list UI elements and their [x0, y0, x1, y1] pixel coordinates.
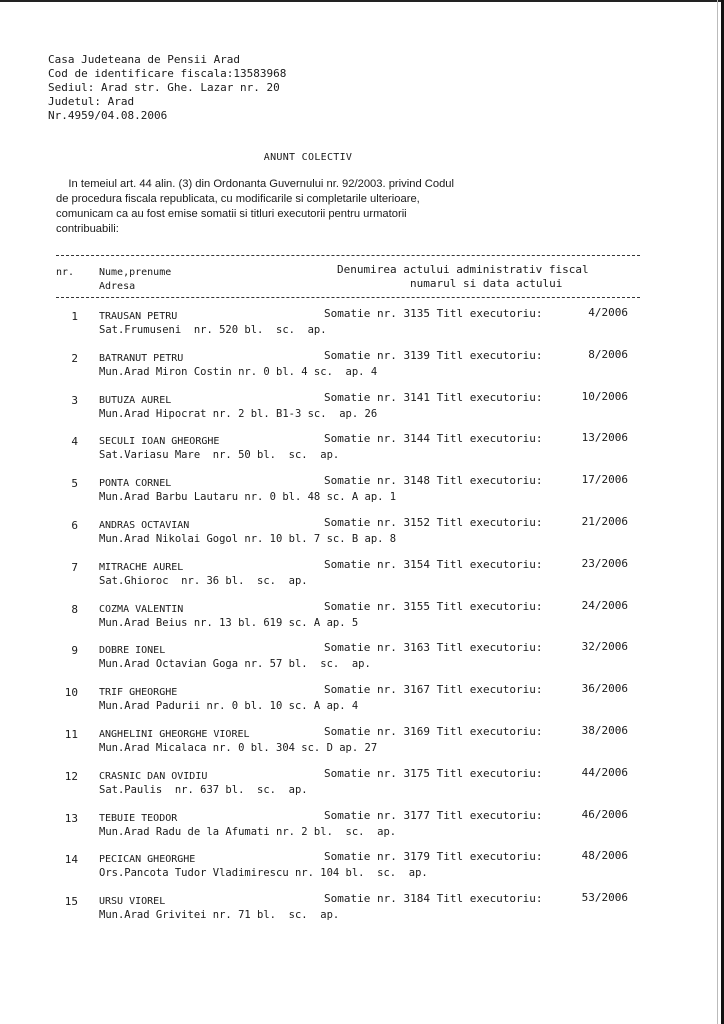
- contributor-address: Sat.Paulis nr. 637 bl. sc. ap.: [99, 783, 308, 796]
- table-row: [0, 849, 724, 895]
- act-number: 10/2006: [581, 389, 628, 403]
- contributor-address: Mun.Arad Barbu Lautaru nr. 0 bl. 48 sc. A ap. 1: [99, 491, 397, 504]
- column-header-act-sub: numarul si data actului: [410, 277, 563, 290]
- table-row: [0, 891, 724, 937]
- contributor-address: Mun.Arad Nikolai Gogol nr. 10 bl. 7 sc. B ap. 8: [99, 533, 397, 545]
- contributor-address: Sat.Ghioroc nr. 36 bl. sc. ap.: [99, 574, 308, 587]
- act-number: 46/2006: [581, 807, 628, 821]
- row-number: 8: [71, 602, 78, 616]
- row-number: 4: [71, 435, 78, 449]
- contributor-name: BATRANUT PETRU: [99, 352, 184, 364]
- act-number: 53/2006: [581, 891, 628, 905]
- scan-edge-top: [0, 0, 724, 2]
- column-header-act: Denumirea actului administrativ fiscal: [337, 263, 589, 276]
- intro-line-3: comunicam ca au fost emise somatii si titluri executorii pentru urmatorii: [56, 208, 407, 220]
- table-row: [0, 347, 724, 394]
- document-number: Nr.4959/04.08.2006: [48, 109, 168, 122]
- act-description: Somatie nr. 3175 Titl executoriu:: [324, 766, 543, 780]
- act-number: 17/2006: [581, 473, 628, 487]
- table-row: [0, 807, 724, 854]
- contributor-name: BUTUZA AUREL: [99, 394, 172, 406]
- table-top-rule: [56, 255, 640, 256]
- act-description: Somatie nr. 3141 Titl executoriu:: [324, 390, 543, 404]
- contributor-address: Sat.Variasu Mare nr. 50 bl. sc. ap.: [99, 449, 340, 462]
- contributor-name: TRAUSAN PETRU: [99, 311, 178, 322]
- intro-line-1: In temeiul art. 44 alin. (3) din Ordonanta Guvernului nr. 92/2003. privind Codul: [56, 178, 455, 190]
- act-description: Somatie nr. 3177 Titl executoriu:: [324, 808, 543, 822]
- table-row: [0, 431, 724, 477]
- row-number: 3: [71, 393, 78, 407]
- contributor-name: PECICAN GHEORGHE: [99, 854, 196, 866]
- contributor-name: TRIF GHEORGHE: [99, 687, 178, 699]
- institution-name: Casa Judeteana de Pensii Arad: [48, 53, 241, 66]
- act-description: Somatie nr. 3135 Titl executoriu:: [324, 307, 543, 320]
- fiscal-code: Cod de identificare fiscala:13583968: [48, 67, 287, 80]
- act-description: Somatie nr. 3167 Titl executoriu:: [324, 683, 543, 697]
- act-number: 38/2006: [581, 724, 628, 737]
- page-title: ANUNT COLECTIV: [263, 152, 353, 163]
- contributor-name: PONTA CORNEL: [99, 478, 172, 490]
- act-description: Somatie nr. 3179 Titl executoriu:: [324, 850, 543, 864]
- table-row: [0, 640, 724, 686]
- act-description: Somatie nr. 3155 Titl executoriu:: [324, 599, 543, 613]
- table-row: [0, 724, 724, 770]
- contributor-name: SECULI IOAN GHEORGHE: [99, 436, 220, 448]
- headquarters-address: Sediul: Arad str. Ghe. Lazar nr. 20: [48, 81, 280, 94]
- intro-line-2: de procedura fiscala republicata, cu modificarile si completarile ulterioare,: [56, 193, 420, 205]
- act-number: 24/2006: [581, 598, 628, 612]
- intro-line-4: contribuabili:: [56, 223, 119, 235]
- contributor-name: URSU VIOREL: [99, 896, 166, 908]
- table-row: [0, 765, 724, 812]
- act-description: Somatie nr. 3169 Titl executoriu:: [324, 725, 543, 738]
- contributor-name: ANDRAS OCTAVIAN: [99, 520, 190, 531]
- contributor-address: Sat.Frumuseni nr. 520 bl. sc. ap.: [99, 324, 327, 336]
- row-number: 14: [64, 853, 78, 867]
- contributor-address: Mun.Arad Micalaca nr. 0 bl. 304 sc. D ap. 27: [99, 742, 378, 754]
- row-number: 15: [64, 895, 78, 909]
- contributor-address: Ors.Pancota Tudor Vladimirescu nr. 104 bl. sc. ap.: [99, 867, 428, 880]
- act-number: 13/2006: [581, 431, 628, 445]
- table-header-rule: [56, 297, 640, 298]
- row-number: 12: [64, 769, 78, 783]
- column-header-address: Adresa: [99, 281, 136, 292]
- act-number: 32/2006: [581, 640, 628, 654]
- act-description: Somatie nr. 3152 Titl executoriu:: [324, 516, 543, 529]
- contributor-name: CRASNIC DAN OVIDIU: [99, 770, 208, 782]
- table-row: [0, 682, 724, 728]
- contributor-address: Mun.Arad Octavian Goga nr. 57 bl. sc. ap.: [99, 658, 371, 671]
- act-number: 8/2006: [588, 347, 628, 361]
- row-number: 7: [71, 560, 78, 574]
- column-header-nr: nr.: [56, 267, 75, 278]
- row-number: 9: [71, 644, 78, 658]
- column-header-name: Nume,prenume: [99, 267, 172, 278]
- contributor-address: Mun.Arad Beius nr. 13 bl. 619 sc. A ap. 5: [99, 616, 359, 629]
- contributor-address: Mun.Arad Hipocrat nr. 2 bl. B1-3 sc. ap. 26: [99, 407, 378, 420]
- row-number: 6: [71, 519, 78, 532]
- row-number: 11: [64, 728, 78, 741]
- contributor-name: COZMA VALENTIN: [99, 603, 184, 615]
- act-number: 44/2006: [581, 765, 628, 779]
- contributor-name: ANGHELINI GHEORGHE VIOREL: [99, 729, 250, 740]
- table-row: [0, 473, 724, 519]
- act-description: Somatie nr. 3163 Titl executoriu:: [324, 641, 543, 655]
- contributor-name: DOBRE IONEL: [99, 645, 166, 657]
- act-number: 4/2006: [588, 306, 628, 319]
- contributor-address: Mun.Arad Miron Costin nr. 0 bl. 4 sc. ap. 4: [99, 365, 378, 378]
- contributor-name: MITRACHE AUREL: [99, 561, 184, 573]
- act-number: 48/2006: [581, 849, 628, 863]
- table-row: [0, 306, 724, 352]
- contributor-name: TEBUIE TEODOR: [99, 812, 178, 824]
- act-number: 23/2006: [581, 556, 628, 570]
- table-row: [0, 598, 724, 645]
- row-number: 13: [64, 811, 78, 825]
- table-row: [0, 556, 724, 603]
- act-description: Somatie nr. 3144 Titl executoriu:: [324, 432, 543, 446]
- contributor-address: Mun.Arad Padurii nr. 0 bl. 10 sc. A ap. 4: [99, 700, 359, 713]
- act-number: 36/2006: [581, 682, 628, 696]
- act-description: Somatie nr. 3148 Titl executoriu:: [324, 474, 543, 488]
- act-description: Somatie nr. 3154 Titl executoriu:: [324, 557, 543, 571]
- act-number: 21/2006: [581, 515, 628, 528]
- county: Judetul: Arad: [48, 95, 135, 108]
- contributor-address: Mun.Arad Radu de la Afumati nr. 2 bl. sc. ap.: [99, 825, 397, 838]
- act-description: Somatie nr. 3139 Titl executoriu:: [324, 348, 543, 362]
- row-number: 2: [71, 351, 78, 365]
- row-number: 5: [71, 477, 78, 491]
- row-number: 10: [64, 686, 78, 700]
- act-description: Somatie nr. 3184 Titl executoriu:: [324, 892, 543, 906]
- row-number: 1: [71, 310, 78, 323]
- table-row: [0, 515, 724, 561]
- contributor-address: Mun.Arad Grivitei nr. 71 bl. sc. ap.: [99, 909, 340, 922]
- table-row: [0, 389, 724, 436]
